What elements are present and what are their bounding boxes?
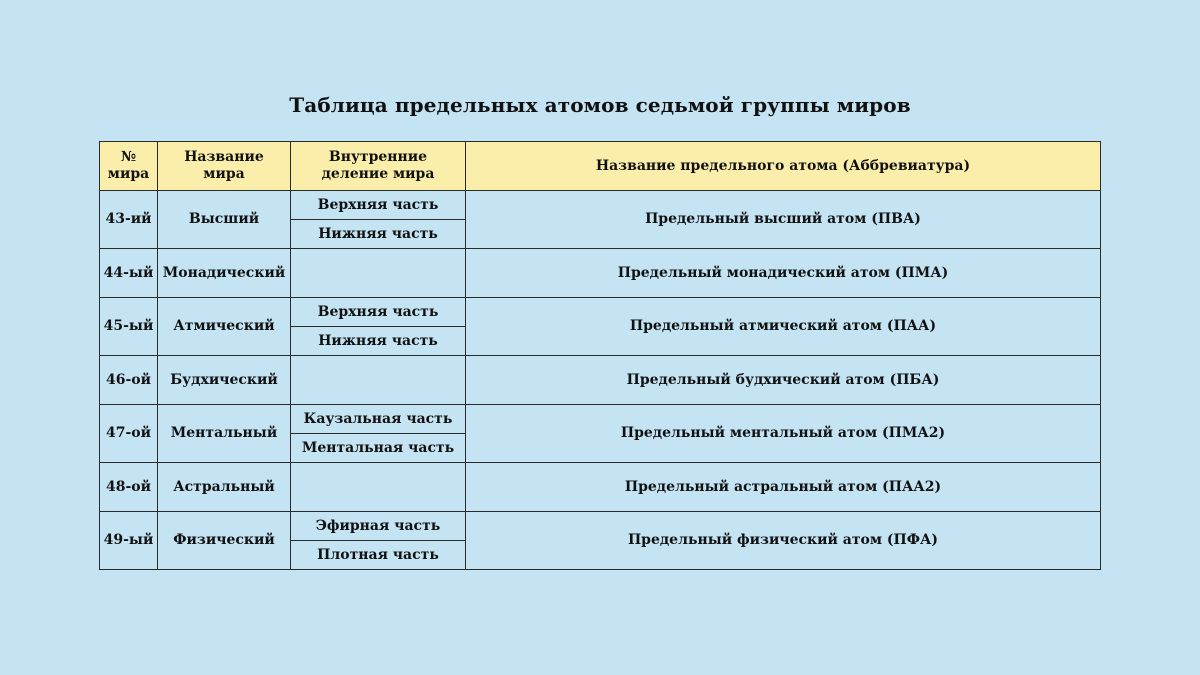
atom-name-cell: Предельный астральный атом (ПАА2)	[466, 463, 1101, 512]
page-title: Таблица предельных атомов седьмой группы миров	[289, 93, 911, 117]
header-world-number-line1: №	[120, 149, 137, 165]
world-number-cell: 47-ой	[100, 405, 158, 463]
world-part-cell-empty	[291, 356, 466, 405]
world-part-cell-empty	[291, 463, 466, 512]
world-name-cell: Монадический	[158, 249, 291, 298]
table-row	[100, 512, 1101, 541]
header-world-name	[158, 142, 291, 191]
atom-name-cell: Предельный атмический атом (ПАА)	[466, 298, 1101, 356]
header-world-name-line2: мира	[203, 166, 245, 182]
atom-name-cell: Предельный ментальный атом (ПМА2)	[466, 405, 1101, 463]
header-world-number-line2: мира	[107, 166, 150, 182]
table-row	[100, 463, 1101, 512]
atom-name-cell: Предельный физический атом (ПФА)	[466, 512, 1101, 570]
world-name-cell: Астральный	[158, 463, 291, 512]
table-row	[100, 298, 1101, 327]
header-atom-name: Название предельного атома (Аббревиатура)	[466, 142, 1101, 191]
world-number-cell: 43-ий	[100, 191, 158, 249]
table-row	[100, 191, 1101, 220]
header-world-name-line1: Название	[184, 149, 264, 165]
world-part-cell: Эфирная часть	[291, 512, 466, 541]
atom-name-cell: Предельный монадический атом (ПМА)	[466, 249, 1101, 298]
world-part-cell-empty	[291, 249, 466, 298]
header-world-division-line1: Внутренние	[328, 149, 428, 165]
table-row	[100, 249, 1101, 298]
world-number-cell: 45-ый	[100, 298, 158, 356]
table-row	[100, 405, 1101, 434]
world-number-cell: 48-ой	[100, 463, 158, 512]
table-header-row	[100, 142, 1101, 191]
world-name-cell: Физический	[158, 512, 291, 570]
world-part-cell: Верхняя часть	[291, 298, 466, 327]
header-world-number	[100, 142, 158, 191]
atom-name-cell: Предельный будхический атом (ПБА)	[466, 356, 1101, 405]
atoms-table	[99, 141, 1101, 570]
world-part-cell: Каузальная часть	[291, 405, 466, 434]
world-part-cell: Ментальная часть	[291, 434, 466, 463]
world-number-cell: 49-ый	[100, 512, 158, 570]
world-part-cell: Нижняя часть	[291, 220, 466, 249]
world-number-cell: 46-ой	[100, 356, 158, 405]
world-name-cell: Будхический	[158, 356, 291, 405]
header-world-division-line2: деление мира	[321, 166, 435, 182]
world-name-cell: Высший	[158, 191, 291, 249]
table-row	[100, 356, 1101, 405]
world-part-cell: Плотная часть	[291, 541, 466, 570]
world-number-cell: 44-ый	[100, 249, 158, 298]
world-part-cell: Нижняя часть	[291, 327, 466, 356]
header-world-division	[291, 142, 466, 191]
world-name-cell: Атмический	[158, 298, 291, 356]
world-name-cell: Ментальный	[158, 405, 291, 463]
table-body	[100, 191, 1101, 570]
atom-name-cell: Предельный высший атом (ПВА)	[466, 191, 1101, 249]
world-part-cell: Верхняя часть	[291, 191, 466, 220]
